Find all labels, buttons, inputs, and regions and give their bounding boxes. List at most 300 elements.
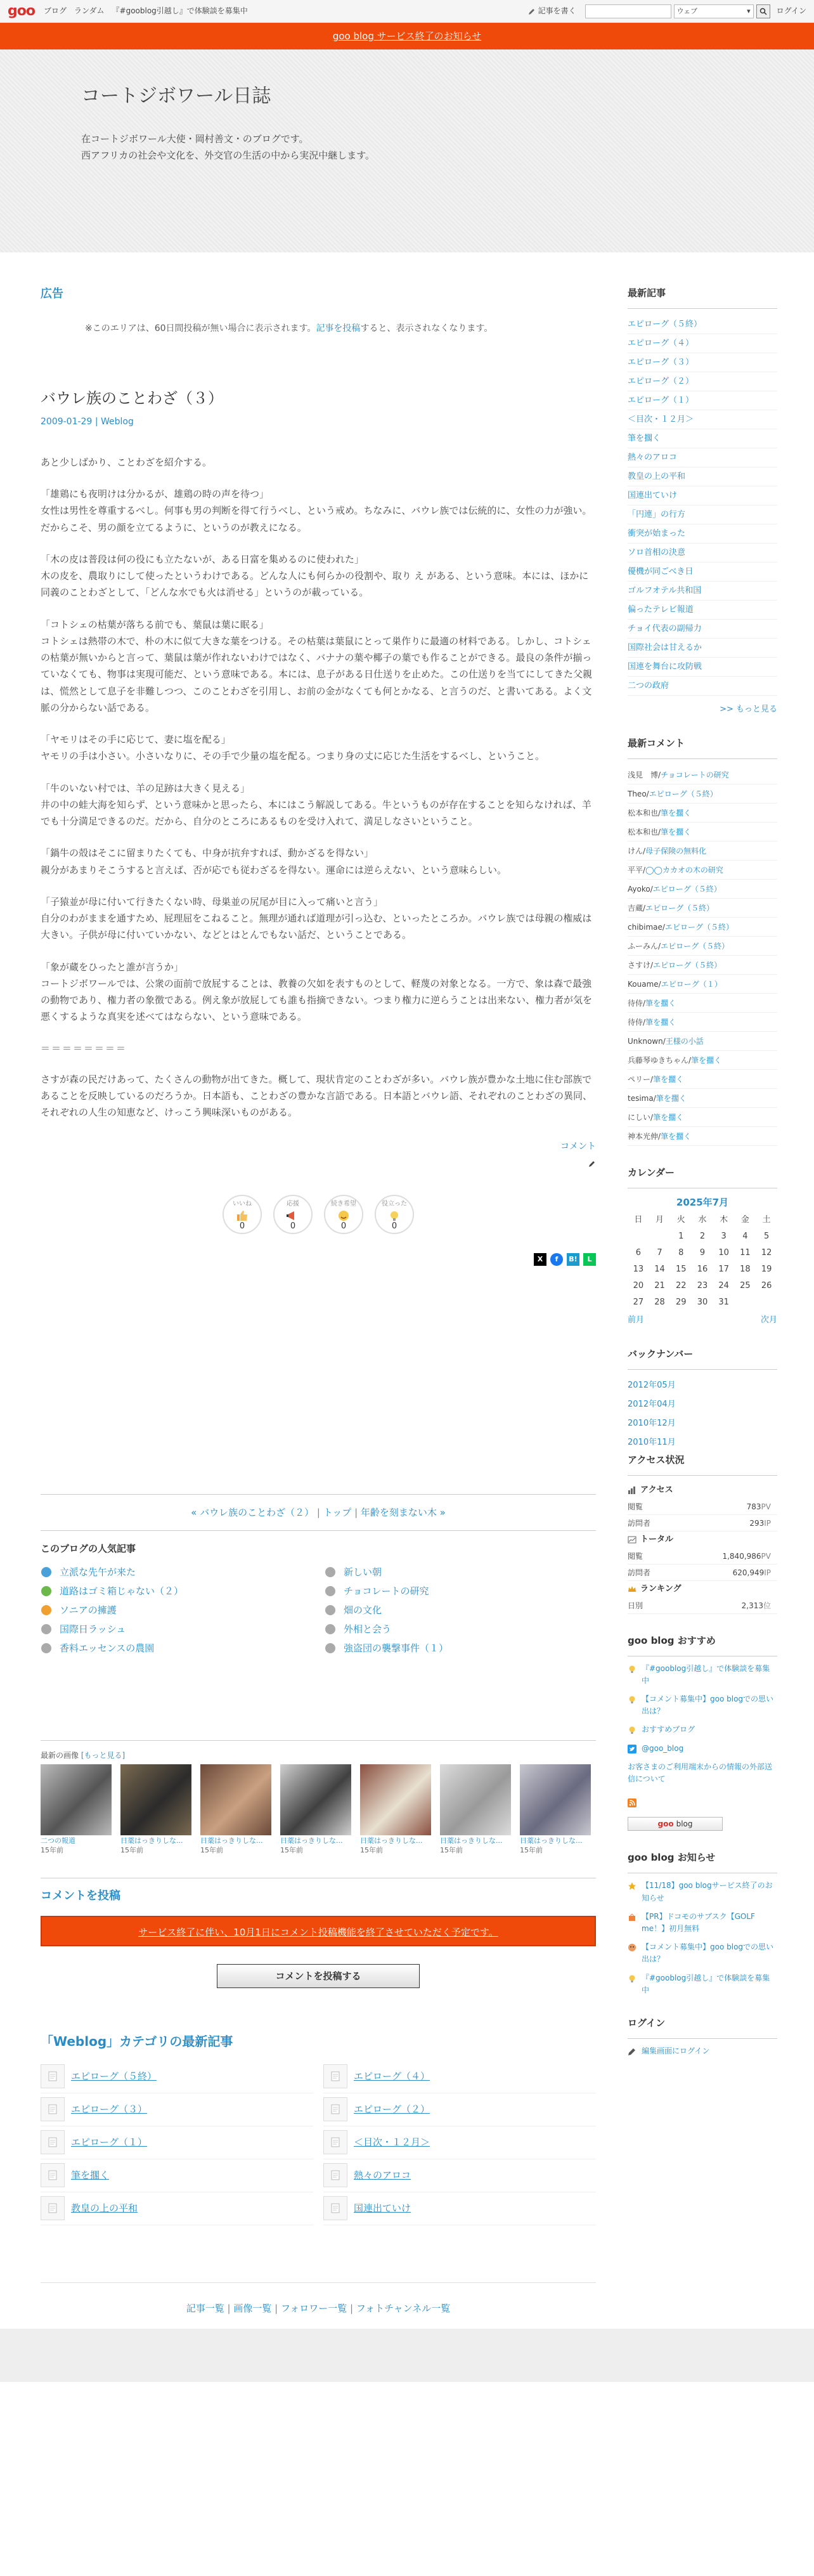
comment-article-link[interactable]: エピローグ（５終）: [649, 789, 718, 798]
calendar-week: [628, 1295, 777, 1311]
calendar-day[interactable]: 21: [654, 1281, 665, 1291]
comment-slash: /: [658, 770, 661, 779]
view-unit: PV: [761, 1502, 771, 1511]
calendar-day[interactable]: 14: [654, 1265, 665, 1275]
recent-comment-item[interactable]: [628, 975, 777, 994]
popular-article-item[interactable]: [325, 1582, 596, 1601]
recent-image-caption[interactable]: 日薬はっきりしな...: [120, 1837, 183, 1845]
calendar-day[interactable]: 11: [740, 1248, 751, 1258]
next-entry-link[interactable]: 年齢を刻まない木 »: [360, 1507, 446, 1519]
recent-comment-item[interactable]: [628, 861, 777, 880]
news-text: 【コメント募集中】goo blogでの思い出は？: [642, 1942, 774, 1964]
ad-note-text: すると、表示されなくなります。: [360, 323, 493, 334]
reaction-like-button[interactable]: [223, 1195, 262, 1234]
entry-paragraph: 「子猿並が母に付いて行きたくない時、母巣並の尻尾が目に入って痛いと言う」 自分のわがままを通すため、屁理屈をこねること。無理が通れば道理が引っ込む、といったところか。バウレ族では母親の権威は大きい。子供が母に付いていかない、などとはとんでもない話だ、ということである。: [41, 895, 592, 941]
document-icon: [41, 2130, 65, 2154]
document-glyph: [47, 2071, 58, 2082]
calendar-day[interactable]: 20: [633, 1281, 644, 1291]
recent-comment-item[interactable]: [628, 842, 777, 861]
recent-image-item[interactable]: [120, 1764, 191, 1855]
login-link[interactable]: ログイン: [776, 6, 806, 15]
popular-article-item[interactable]: [325, 1639, 596, 1658]
recent-comment-item[interactable]: [628, 1127, 777, 1146]
document-glyph: [47, 2169, 58, 2181]
reaction-more-button[interactable]: [324, 1195, 363, 1234]
recent-comment-item[interactable]: [628, 1051, 777, 1070]
calendar-day[interactable]: 10: [718, 1248, 729, 1258]
news-item[interactable]: [628, 1911, 777, 1935]
blog-description: [81, 131, 814, 164]
recent-image-item[interactable]: [360, 1764, 431, 1855]
view-value: 783: [746, 1502, 761, 1511]
recent-article-link[interactable]: 国連を舞台に攻防戦: [628, 658, 777, 677]
recent-article-link[interactable]: エピローグ（１）: [628, 391, 777, 410]
comment-author: 浅見 博: [628, 770, 659, 779]
calendar-day: [735, 1295, 756, 1311]
backnumber-link[interactable]: 2010年12月: [628, 1418, 676, 1428]
entry-category[interactable]: Weblog: [101, 416, 134, 427]
visit-unit: IP: [764, 1518, 771, 1528]
recent-image-item[interactable]: [41, 1764, 112, 1855]
calendar-day[interactable]: 18: [740, 1265, 751, 1275]
document-glyph: [330, 2137, 341, 2148]
calendar-day[interactable]: 23: [697, 1281, 708, 1291]
calendar-day: [756, 1295, 777, 1311]
lightbulb-icon: [628, 1695, 636, 1704]
recent-image-thumbnail[interactable]: [41, 1764, 112, 1835]
topbar-link-blog[interactable]: ブログ: [43, 6, 67, 15]
calendar-day[interactable]: 30: [697, 1298, 708, 1308]
recent-image-caption[interactable]: 日薬はっきりしな...: [360, 1837, 423, 1845]
popular-article-item[interactable]: [41, 1563, 312, 1582]
recent-image-thumbnail[interactable]: [120, 1764, 191, 1835]
category-article-title[interactable]: 熱々のアロコ: [354, 2169, 411, 2182]
rank-day-label: 日別: [628, 1601, 643, 1610]
editor-login-link[interactable]: [628, 2045, 777, 2057]
recent-comment-item[interactable]: [628, 918, 777, 937]
recent-image-age: 15年前: [41, 1845, 63, 1854]
category-article-item[interactable]: [41, 2159, 313, 2192]
calendar-week: [628, 1246, 777, 1262]
calendar-day[interactable]: 29: [675, 1298, 687, 1308]
document-icon: [41, 2064, 65, 2088]
main-column: [41, 285, 596, 2316]
comment-article-link[interactable]: 母子保険の無料化: [645, 846, 707, 855]
calendar-day[interactable]: 31: [718, 1298, 729, 1308]
comment-slash: /: [643, 998, 646, 1008]
calendar-week: [628, 1262, 777, 1278]
entry-closing-paragraph: さすが森の民だけあって、たくさんの動物が出てきた。概して、現状肯定のことわざが多い。バウレ族が豊かな土地に住む部族であることを反映しているのだろうか。日本語も、ことわざの豊かな言語である。日本語とバウレ語、それぞれのことわざの異同、それぞれの人生の知恵など、けっこう興味深いものがある。: [41, 1073, 593, 1119]
popular-article-item[interactable]: [41, 1601, 312, 1620]
calendar-day[interactable]: 6: [635, 1248, 641, 1258]
post-comment-button[interactable]: コメントを投稿する: [217, 1964, 420, 1988]
calendar-body: [628, 1229, 777, 1311]
calendar-day: [649, 1229, 671, 1246]
calendar-day[interactable]: 13: [633, 1265, 644, 1275]
blog-title[interactable]: コートジボワール日誌: [81, 85, 271, 107]
recent-image-caption[interactable]: 日薬はっきりしな...: [280, 1837, 343, 1845]
recent-comment-item[interactable]: [628, 823, 777, 842]
recent-article-link[interactable]: エピローグ（３）: [628, 353, 777, 372]
category-article-title[interactable]: エピローグ（１）: [71, 2137, 148, 2149]
recent-article-link[interactable]: 国際社会は甘えるか: [628, 639, 777, 658]
footer-links: [41, 2282, 596, 2316]
calendar-next-link[interactable]: 次月: [760, 1315, 777, 1325]
category-article-title[interactable]: エピローグ（４）: [354, 2071, 430, 2083]
comment-article-link[interactable]: 王様の小話: [665, 1036, 704, 1046]
total-subheading: [628, 1532, 777, 1548]
backnumber-heading: バックナンバー: [628, 1346, 777, 1370]
comment-article-link[interactable]: 筆を擱く: [656, 1093, 687, 1103]
calendar-day[interactable]: 12: [761, 1248, 772, 1258]
recent-images-list: [41, 1764, 596, 1855]
search-scope-select[interactable]: [674, 4, 754, 18]
category-article-item[interactable]: [41, 2093, 313, 2126]
recent-comment-item[interactable]: [628, 880, 777, 899]
comment-author: Theo: [628, 789, 647, 798]
blog-description-line: 西アフリカの社会や文化を、外交官の生活の中から実況中継します。: [81, 150, 375, 162]
recent-article-link[interactable]: エピローグ（５終）: [628, 315, 777, 334]
rss-icon[interactable]: [628, 1799, 636, 1807]
recent-image-caption[interactable]: 二つの報道: [41, 1837, 75, 1845]
calendar-day[interactable]: 1: [678, 1232, 684, 1242]
comment-link[interactable]: コメント: [560, 1142, 596, 1152]
comment-slash: /: [658, 808, 661, 817]
comment-author: chibimae: [628, 922, 662, 932]
external-transmission-link[interactable]: [628, 1761, 777, 1785]
comment-slash: /: [643, 846, 646, 855]
recent-article-link[interactable]: 衝突が始まった: [628, 524, 777, 543]
popular-article-title: 香料エッセンスの農園: [60, 1643, 155, 1655]
news-item[interactable]: [628, 1941, 777, 1965]
blog-description-line: 在コートジボワール大使・岡村善文・のブログです。: [81, 133, 309, 145]
recent-comment-item[interactable]: [628, 1013, 777, 1032]
footer-link-photo-channels[interactable]: フォトチャンネル一覧: [356, 2302, 451, 2314]
recent-comment-item[interactable]: [628, 803, 777, 823]
calendar-prev-link[interactable]: 前月: [628, 1315, 645, 1325]
comment-article-link[interactable]: エピローグ（５終）: [652, 884, 721, 894]
calendar-day[interactable]: 25: [740, 1281, 751, 1291]
entry-body: [41, 454, 596, 1121]
topbar-link-random[interactable]: ランダム: [74, 6, 105, 15]
recent-image-caption[interactable]: 日薬はっきりしな...: [200, 1837, 263, 1845]
footer-link-images[interactable]: 画像一覧: [233, 2302, 272, 2314]
recent-image-item[interactable]: [440, 1764, 511, 1855]
reaction-cheer-button[interactable]: [273, 1195, 313, 1234]
popular-article-item[interactable]: [325, 1601, 596, 1620]
rank-value-group: [742, 1597, 771, 1613]
calendar-day[interactable]: 7: [657, 1248, 662, 1258]
comment-slash: /: [662, 922, 665, 932]
x-share-icon[interactable]: X: [534, 1253, 546, 1266]
popular-article-item[interactable]: [41, 1582, 312, 1601]
goo-logo[interactable]: goo: [8, 3, 35, 19]
top-link[interactable]: トップ: [323, 1507, 352, 1519]
visit-value: 293: [749, 1518, 765, 1528]
bulb-icon: [628, 1974, 636, 1983]
rank-badge-icon: [325, 1623, 336, 1635]
popular-article-item[interactable]: [41, 1639, 312, 1658]
comment-author: Kouame: [628, 979, 659, 989]
calendar-week: [628, 1278, 777, 1295]
category-article-title[interactable]: 国連出ていけ: [354, 2202, 411, 2215]
comment-article-link[interactable]: 筆を擱く: [653, 1112, 684, 1122]
recent-image-item[interactable]: [520, 1764, 591, 1855]
calendar-day[interactable]: 28: [654, 1298, 665, 1308]
visit-label: 訪問者: [628, 1518, 651, 1528]
calendar-day[interactable]: 22: [675, 1281, 687, 1291]
popular-article-title: ソニアの擁護: [60, 1604, 117, 1617]
recent-comment-item[interactable]: [628, 1108, 777, 1127]
comment-slash: /: [646, 789, 649, 798]
megaphone-icon: [285, 1209, 300, 1222]
document-icon: [323, 2097, 347, 2121]
recent-images-more-link[interactable]: [もっと見る]: [81, 1751, 126, 1760]
recent-article-link[interactable]: エピローグ（２）: [628, 372, 777, 391]
entry-pager: [41, 1494, 596, 1531]
recent-image-item[interactable]: [200, 1764, 271, 1855]
category-article-item[interactable]: [41, 2126, 313, 2159]
reaction-count: 0: [340, 1221, 347, 1231]
calendar-day[interactable]: 26: [761, 1281, 772, 1291]
comment-article-link[interactable]: エピローグ（１）: [661, 979, 722, 989]
popular-article-title: 国際日ラッシュ: [60, 1623, 126, 1636]
calendar-box: [628, 1165, 777, 1327]
entry-paragraph: 「木の皮は普段は何の役にも立たないが、ある日富を集めるのに使われた」 木の皮を、農取りにして使ったというわけである。どんな人にも何らかの役割や、取り え がある、という意味。本には、ほかに同義のことわざとして、「どんな水でも火は消せる」というのが載っている。: [41, 553, 589, 599]
recent-comment-item[interactable]: [628, 1070, 777, 1089]
sidebar: [628, 285, 777, 2316]
category-article-title[interactable]: ＜目次・１２月＞: [354, 2137, 430, 2149]
pager-separator: |: [354, 1507, 361, 1519]
backnumber-link[interactable]: 2010年11月: [628, 1437, 676, 1447]
category-article-item[interactable]: [323, 2159, 596, 2192]
pencil-icon[interactable]: [588, 1160, 596, 1168]
footer-band: [0, 2329, 814, 2382]
recommend-item[interactable]: [628, 1724, 777, 1736]
post-article-link[interactable]: 記事を投稿: [316, 323, 361, 334]
calendar-day[interactable]: 16: [697, 1265, 708, 1275]
recent-image-thumbnail[interactable]: [360, 1764, 431, 1835]
facebook-share-icon[interactable]: f: [550, 1253, 563, 1266]
recent-comment-item[interactable]: [628, 784, 777, 803]
recent-article-link[interactable]: チョイ代表の副帰力: [628, 620, 777, 639]
footer-link-articles[interactable]: 記事一覧: [186, 2302, 224, 2314]
calendar-day[interactable]: 15: [675, 1265, 687, 1275]
write-article-label: 記事を書く: [538, 6, 576, 15]
news-item[interactable]: [628, 1972, 777, 1996]
calendar-day[interactable]: 27: [633, 1298, 644, 1308]
document-glyph: [47, 2104, 58, 2115]
recent-comment-item[interactable]: [628, 994, 777, 1013]
ad-note: [41, 322, 596, 335]
write-article-button[interactable]: [528, 5, 576, 17]
document-icon: [41, 2163, 65, 2187]
footer-link-followers[interactable]: フォロワー一覧: [281, 2302, 347, 2314]
recent-article-link[interactable]: 教皇の上の平和: [628, 467, 777, 486]
calendar-day[interactable]: 4: [742, 1232, 748, 1242]
recent-comment-item[interactable]: [628, 765, 777, 784]
news-heading: goo blog お知らせ: [628, 1850, 777, 1873]
document-glyph: [47, 2202, 58, 2214]
lightbulb-icon: [628, 1665, 636, 1674]
news-text: 【11/18】goo blogサービス終了のお知らせ: [642, 1881, 773, 1903]
category-article-item[interactable]: [323, 2126, 596, 2159]
recent-article-link[interactable]: エピローグ（４）: [628, 334, 777, 353]
recent-image-thumbnail[interactable]: [440, 1764, 511, 1835]
reaction-useful-button[interactable]: [375, 1195, 414, 1234]
comment-author: さすけ: [628, 960, 651, 970]
document-icon: [323, 2196, 347, 2220]
entry-paragraph: 「鍋牛の殻はそこに留まりたくても、中身が抗弁すれば、動かざるを得ない」 親分があまりそこうすると言えば、否が応でも従わざるを得ない。運命には逆らえない、という意味らしい。: [41, 847, 507, 876]
comment-article-link[interactable]: エピローグ（５終）: [664, 922, 733, 932]
recent-image-caption[interactable]: 日薬はっきりしな...: [440, 1837, 503, 1845]
popular-article-item[interactable]: [41, 1620, 312, 1639]
search-button[interactable]: [756, 4, 770, 18]
total-view-value: 1,840,986: [722, 1551, 761, 1561]
recent-image-item[interactable]: [280, 1764, 351, 1855]
category-article-item[interactable]: [323, 2060, 596, 2093]
recent-article-link[interactable]: 二つの政府: [628, 677, 777, 696]
recent-image-thumbnail[interactable]: [200, 1764, 271, 1835]
calendar-day[interactable]: 3: [721, 1232, 727, 1242]
category-article-title[interactable]: 筆を擱く: [71, 2169, 110, 2182]
popular-article-title: 畑の文化: [344, 1604, 382, 1617]
calendar-day[interactable]: 17: [718, 1265, 729, 1275]
calendar-day[interactable]: 19: [761, 1265, 772, 1275]
top-bar: [0, 0, 814, 23]
calendar-weekday: 月: [656, 1215, 664, 1225]
comment-article-link[interactable]: エピローグ（５終）: [661, 941, 730, 951]
recommend-item[interactable]: [628, 1693, 777, 1717]
popular-article-item[interactable]: [325, 1620, 596, 1639]
rank-badge-icon: [41, 1566, 52, 1578]
calendar-weekday: 金: [740, 1215, 749, 1225]
comment-article-link[interactable]: 筆を擱く: [661, 1131, 692, 1141]
hatena-share-icon[interactable]: B!: [567, 1253, 579, 1266]
smile-face-icon: [336, 1209, 351, 1222]
recent-article-link[interactable]: 国連出ていけ: [628, 486, 777, 505]
category-article-title[interactable]: エピローグ（３）: [71, 2104, 148, 2116]
comment-article-link[interactable]: 筆を擱く: [691, 1055, 722, 1065]
goo-badge-text: blog: [676, 1819, 693, 1828]
recent-image-thumbnail[interactable]: [520, 1764, 591, 1835]
view-value-group: [747, 1499, 771, 1514]
reaction-label: いいね: [233, 1200, 252, 1207]
calendar-day[interactable]: 2: [699, 1232, 706, 1242]
entry-separator: ＝＝＝＝＝＝＝＝: [41, 1042, 127, 1054]
category-article-title[interactable]: 教皇の上の平和: [71, 2202, 138, 2215]
comment-article-link[interactable]: 筆を擱く: [653, 1074, 684, 1084]
calendar-day[interactable]: 8: [678, 1248, 684, 1258]
recent-comment-item[interactable]: [628, 1089, 777, 1108]
recent-comment-item[interactable]: [628, 937, 777, 956]
comment-author: tesima: [628, 1093, 654, 1103]
recent-image-thumbnail[interactable]: [280, 1764, 351, 1835]
category-article-item[interactable]: [323, 2192, 596, 2225]
recent-article-link[interactable]: ゴルフオテル共和国: [628, 582, 777, 601]
recent-article-link[interactable]: 偏ったテレビ報道: [628, 601, 777, 620]
comment-article-link[interactable]: ◯◯カカオの木の研究: [645, 865, 723, 875]
comment-article-link[interactable]: 筆を擱く: [661, 827, 692, 836]
rank-badge-icon: [41, 1585, 52, 1597]
recent-more-link[interactable]: >> もっと見る: [720, 705, 777, 714]
category-article-item[interactable]: [41, 2060, 313, 2093]
entry-date[interactable]: 2009-01-29: [41, 416, 93, 427]
comment-article-link[interactable]: エピローグ（５終）: [653, 960, 722, 970]
recent-comment-item[interactable]: [628, 956, 777, 975]
recent-comment-item[interactable]: [628, 1032, 777, 1051]
category-article-item[interactable]: [323, 2093, 596, 2126]
calendar-day[interactable]: 9: [699, 1248, 706, 1258]
comment-closing-banner[interactable]: サービス終了に伴い、10月1日にコメント投稿機能を終了させていただく予定です。: [41, 1916, 596, 1946]
entry-paragraph: あと少しばかり、ことわざを紹介する。: [41, 456, 212, 468]
recommend-heading: goo blog おすすめ: [628, 1633, 777, 1656]
category-latest-heading: 「Weblog」カテゴリの最新記事: [41, 2033, 233, 2049]
entry-paragraph: 「牛のいない村では、羊の足跡は大きく見える」 井の中の蛙大海を知らず、という意味かと思ったら、本にはこう解説してある。牛というものが存在することを知らなければ、羊でも十分満足できるのだ。だから、自分のところにあるものを受け入れて、満足しなさいということ。: [41, 782, 591, 828]
rss-area: [628, 1798, 777, 1831]
comment-author: Ayoko: [628, 884, 650, 894]
entry-meta: 2009-01-29 | Weblog: [41, 416, 134, 427]
recent-article-link[interactable]: 筆を擱く: [628, 429, 777, 448]
comment-article-link[interactable]: 筆を擱く: [645, 998, 676, 1008]
comment-post-heading: コメントを投稿: [41, 1878, 596, 1906]
recent-article-link[interactable]: ＜目次・１２月＞: [628, 410, 777, 429]
comment-slash: /: [688, 1055, 692, 1065]
backnumber-link[interactable]: 2012年05月: [628, 1380, 676, 1390]
recent-article-link[interactable]: ソロ首相の決意: [628, 543, 777, 563]
recent-comment-item[interactable]: [628, 899, 777, 918]
search-input[interactable]: [585, 4, 671, 18]
recent-article-link[interactable]: 熱々のアロコ: [628, 448, 777, 467]
entry-paragraph: 「象が蔵をひったと誰が言うか」 コートジボワールでは、公衆の面前で放屁することは、教養の欠如を表すものとして、軽蔑の対象となる。一方で、象は森で最強の動物であり、権力者の象徴である。例え象が放屁しても誰も指摘できない。つまり権力に逆らうことは出来ない、権力者が気を悪くするような真実を述べてはならない、という意味である。: [41, 961, 593, 1023]
comment-article-link[interactable]: 筆を擱く: [661, 808, 692, 817]
lightbulb-icon: [387, 1209, 402, 1222]
comment-article-link[interactable]: チョコレートの研究: [661, 770, 729, 779]
goo-blog-badge[interactable]: [628, 1817, 723, 1831]
recent-article-link[interactable]: 優機が同ごべき日: [628, 563, 777, 582]
comment-author: 神本光伸: [628, 1131, 659, 1141]
document-icon: [323, 2130, 347, 2154]
line-share-icon[interactable]: L: [583, 1253, 596, 1266]
comment-slash: /: [643, 1017, 646, 1027]
calendar-day[interactable]: 24: [718, 1281, 729, 1291]
recent-image-caption[interactable]: 日薬はっきりしな...: [520, 1837, 583, 1845]
news-item[interactable]: [628, 1880, 777, 1904]
popular-article-item[interactable]: [325, 1563, 596, 1582]
comment-article-link[interactable]: 筆を擱く: [645, 1017, 676, 1027]
rank-badge-icon: [41, 1643, 52, 1654]
twitter-link[interactable]: [628, 1743, 777, 1755]
calendar-day[interactable]: 5: [763, 1232, 770, 1242]
recommend-text: 【コメント募集中】goo blogでの思い出は？: [642, 1694, 774, 1716]
comment-slash: /: [650, 1112, 654, 1122]
service-end-notice[interactable]: goo blog サービス終了のお知らせ: [0, 23, 814, 49]
comment-article-link[interactable]: エピローグ（５終）: [645, 903, 714, 913]
backnumber-list[interactable]: [628, 1376, 777, 1447]
recommend-item[interactable]: [628, 1663, 777, 1687]
backnumber-link[interactable]: 2012年04月: [628, 1399, 676, 1409]
category-article-item[interactable]: [41, 2192, 313, 2225]
category-article-title[interactable]: エピローグ（２）: [354, 2104, 430, 2116]
news-text: 【PR】ドコモのサブスク【GOLF me！】初月無料: [642, 1911, 755, 1934]
calendar-weekday: 土: [762, 1215, 771, 1225]
topbar-link-campaign[interactable]: 『#gooblog引越し』で体験談を募集中: [112, 6, 248, 15]
document-icon: [41, 2097, 65, 2121]
category-article-title[interactable]: エピローグ（５終）: [71, 2071, 157, 2083]
thumbs-up-icon: [235, 1209, 250, 1222]
recent-article-link[interactable]: 「円連」の行方: [628, 505, 777, 524]
prev-entry-link[interactable]: « バウレ族のことわざ（２）: [191, 1507, 314, 1519]
